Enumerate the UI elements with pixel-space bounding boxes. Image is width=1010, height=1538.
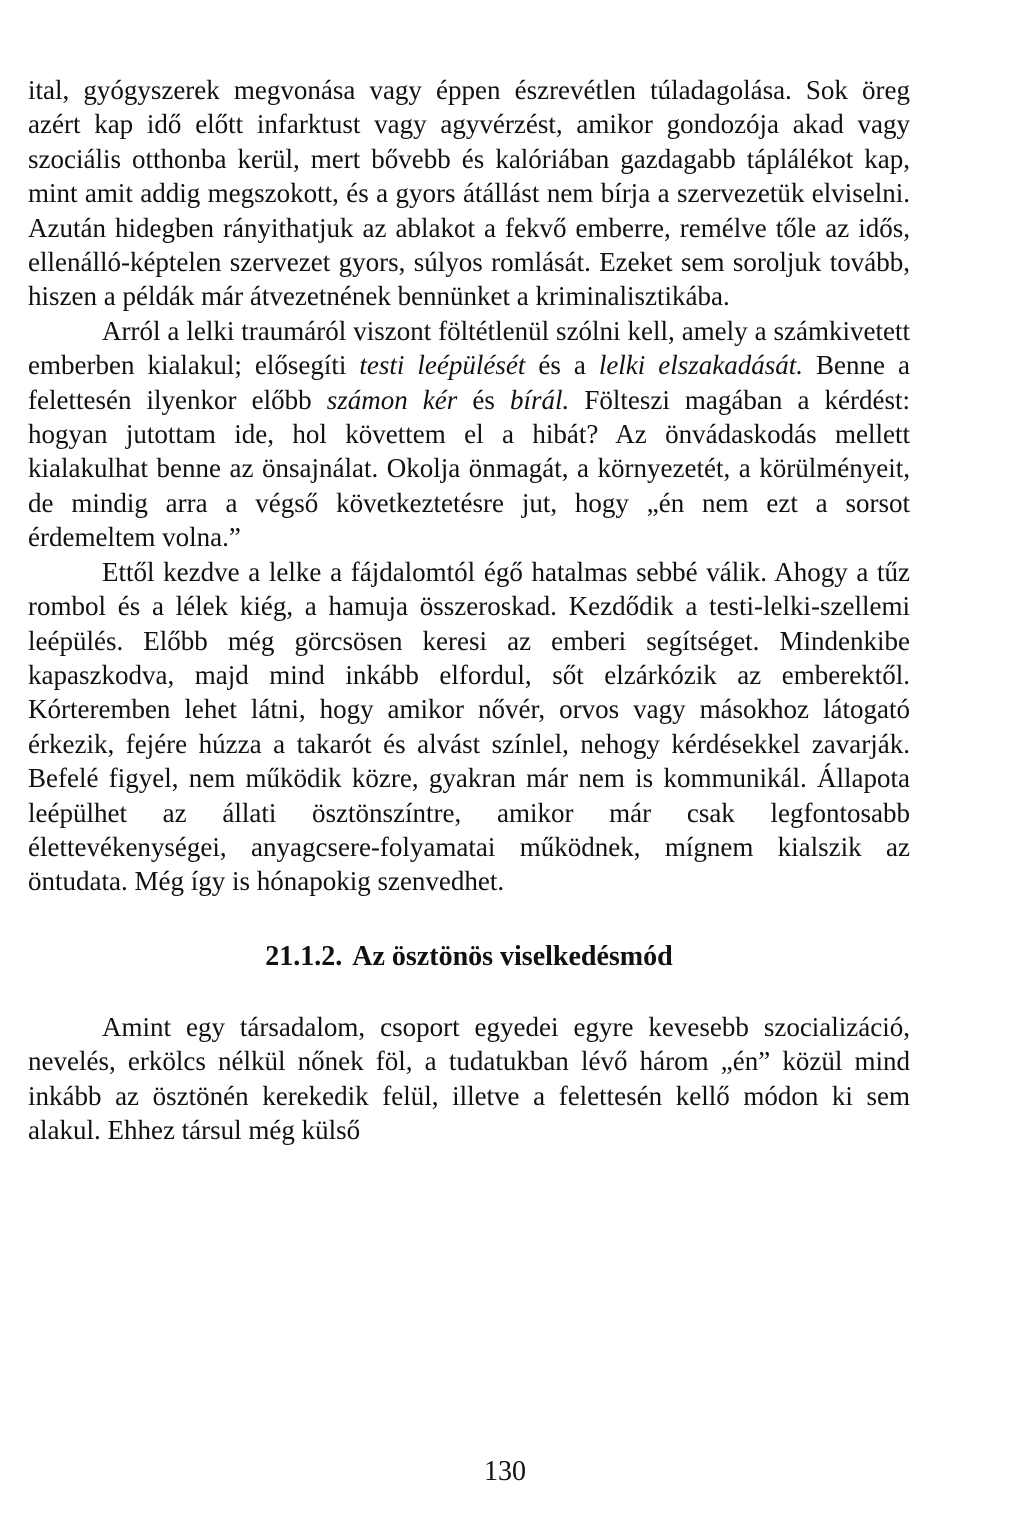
text-segment: Benne a felettesén ilyenkor előbb [28,350,910,415]
section-number: 21.1.2. [265,940,343,972]
emphasis-text: számon kér [326,384,458,415]
text-segment: ital, gyógyszerek megvonása vagy éppen észrevétlen túladagolása. Sok öreg azért kap idő előtt infarktust vagy agyvérzést, amikor gondozója akad vagy szociális otthonba kerül, mert bővebb és kalóriában gazdagabb táplálékot kap, mint amit addig megszokott, és a gyors átállást nem bírja a szervezetük elviselni. Azután hidegben rányithatjuk az ablakot a fekvő emberre, remélve tőle az idős, ellenálló-képtelen szervezet gyors, súlyos romlását. Ezeket sem soroljuk tovább, hiszen a példák már átvezetnének bennünket a kriminalisztikába. [28,75,910,312]
section-title: Az ösztönös viselkedésmód [352,940,673,972]
text-segment: és [457,384,510,415]
paragraph [28,555,910,899]
text-segment: Ettől kezdve a lelke a fájdalomtól égő hatalmas sebbé válik. Ahogy a tűz rombol és a lélek kiég, a hamuja összeroskad. Kezdődik a testi-lelki-szellemi leépülés. Előbb még görcsösen keresi az emberi segítséget. Mindenkibe kapaszkodva, majd mind inkább elfordul, sőt elzárkózik az emberektől. Kórteremben lehet látni, hogy amikor nővér, orvos vagy másokhoz látogató érkezik, fejére húzza a takarót és alvást színlel, nehogy kérdésekkel zavarják. Befelé figyel, nem működik közre, gyakran már nem is kommunikál. Állapota leépülhet az állati ösztönszíntre, amikor már csak legfontosabb élettevékenységei, anyagcsere-folyamatai működnek, mígnem kialszik az öntudata. Még így is hónapokig szenvedhet. [28,556,910,897]
text-segment: és a [525,350,599,381]
emphasis-text: lelki elszakadását. [598,350,804,381]
paragraph [28,314,910,555]
paragraph [28,73,910,314]
section-heading [28,940,910,974]
text-segment: Amint egy társadalom, csoport egyedei egyre kevesebb szocializáció, nevelés, erkölcs nélkül nőnek föl, a tudatukban lévő három „én” közül mind inkább az ösztönén kerekedik felül, illetve a felettesén kellő módon ki sem alakul. Ehhez társul még külső [28,1011,910,1145]
text-segment: Fölteszi magában a kérdést: hogyan jutottam ide, hol követtem el a hibát? Az önvádaskodás mellett kialakulhat benne az önsajnálat. Okolja önmagát, a környezetét, a körülményeit, de mindig arra a végső következtetésre jut, hogy „én nem ezt a sorsot érdemeltem volna.” [28,384,911,553]
page-number: 130 [484,1456,526,1487]
body-text [28,73,910,1147]
emphasis-text: testi leépülését [359,350,526,381]
emphasis-text: bírál. [509,384,570,415]
paragraph [28,1010,910,1148]
text-segment: Arról a lelki traumáról viszont föltétlenül szólni kell, amely a számkivetett emberben kialakul; elősegíti [28,315,910,381]
